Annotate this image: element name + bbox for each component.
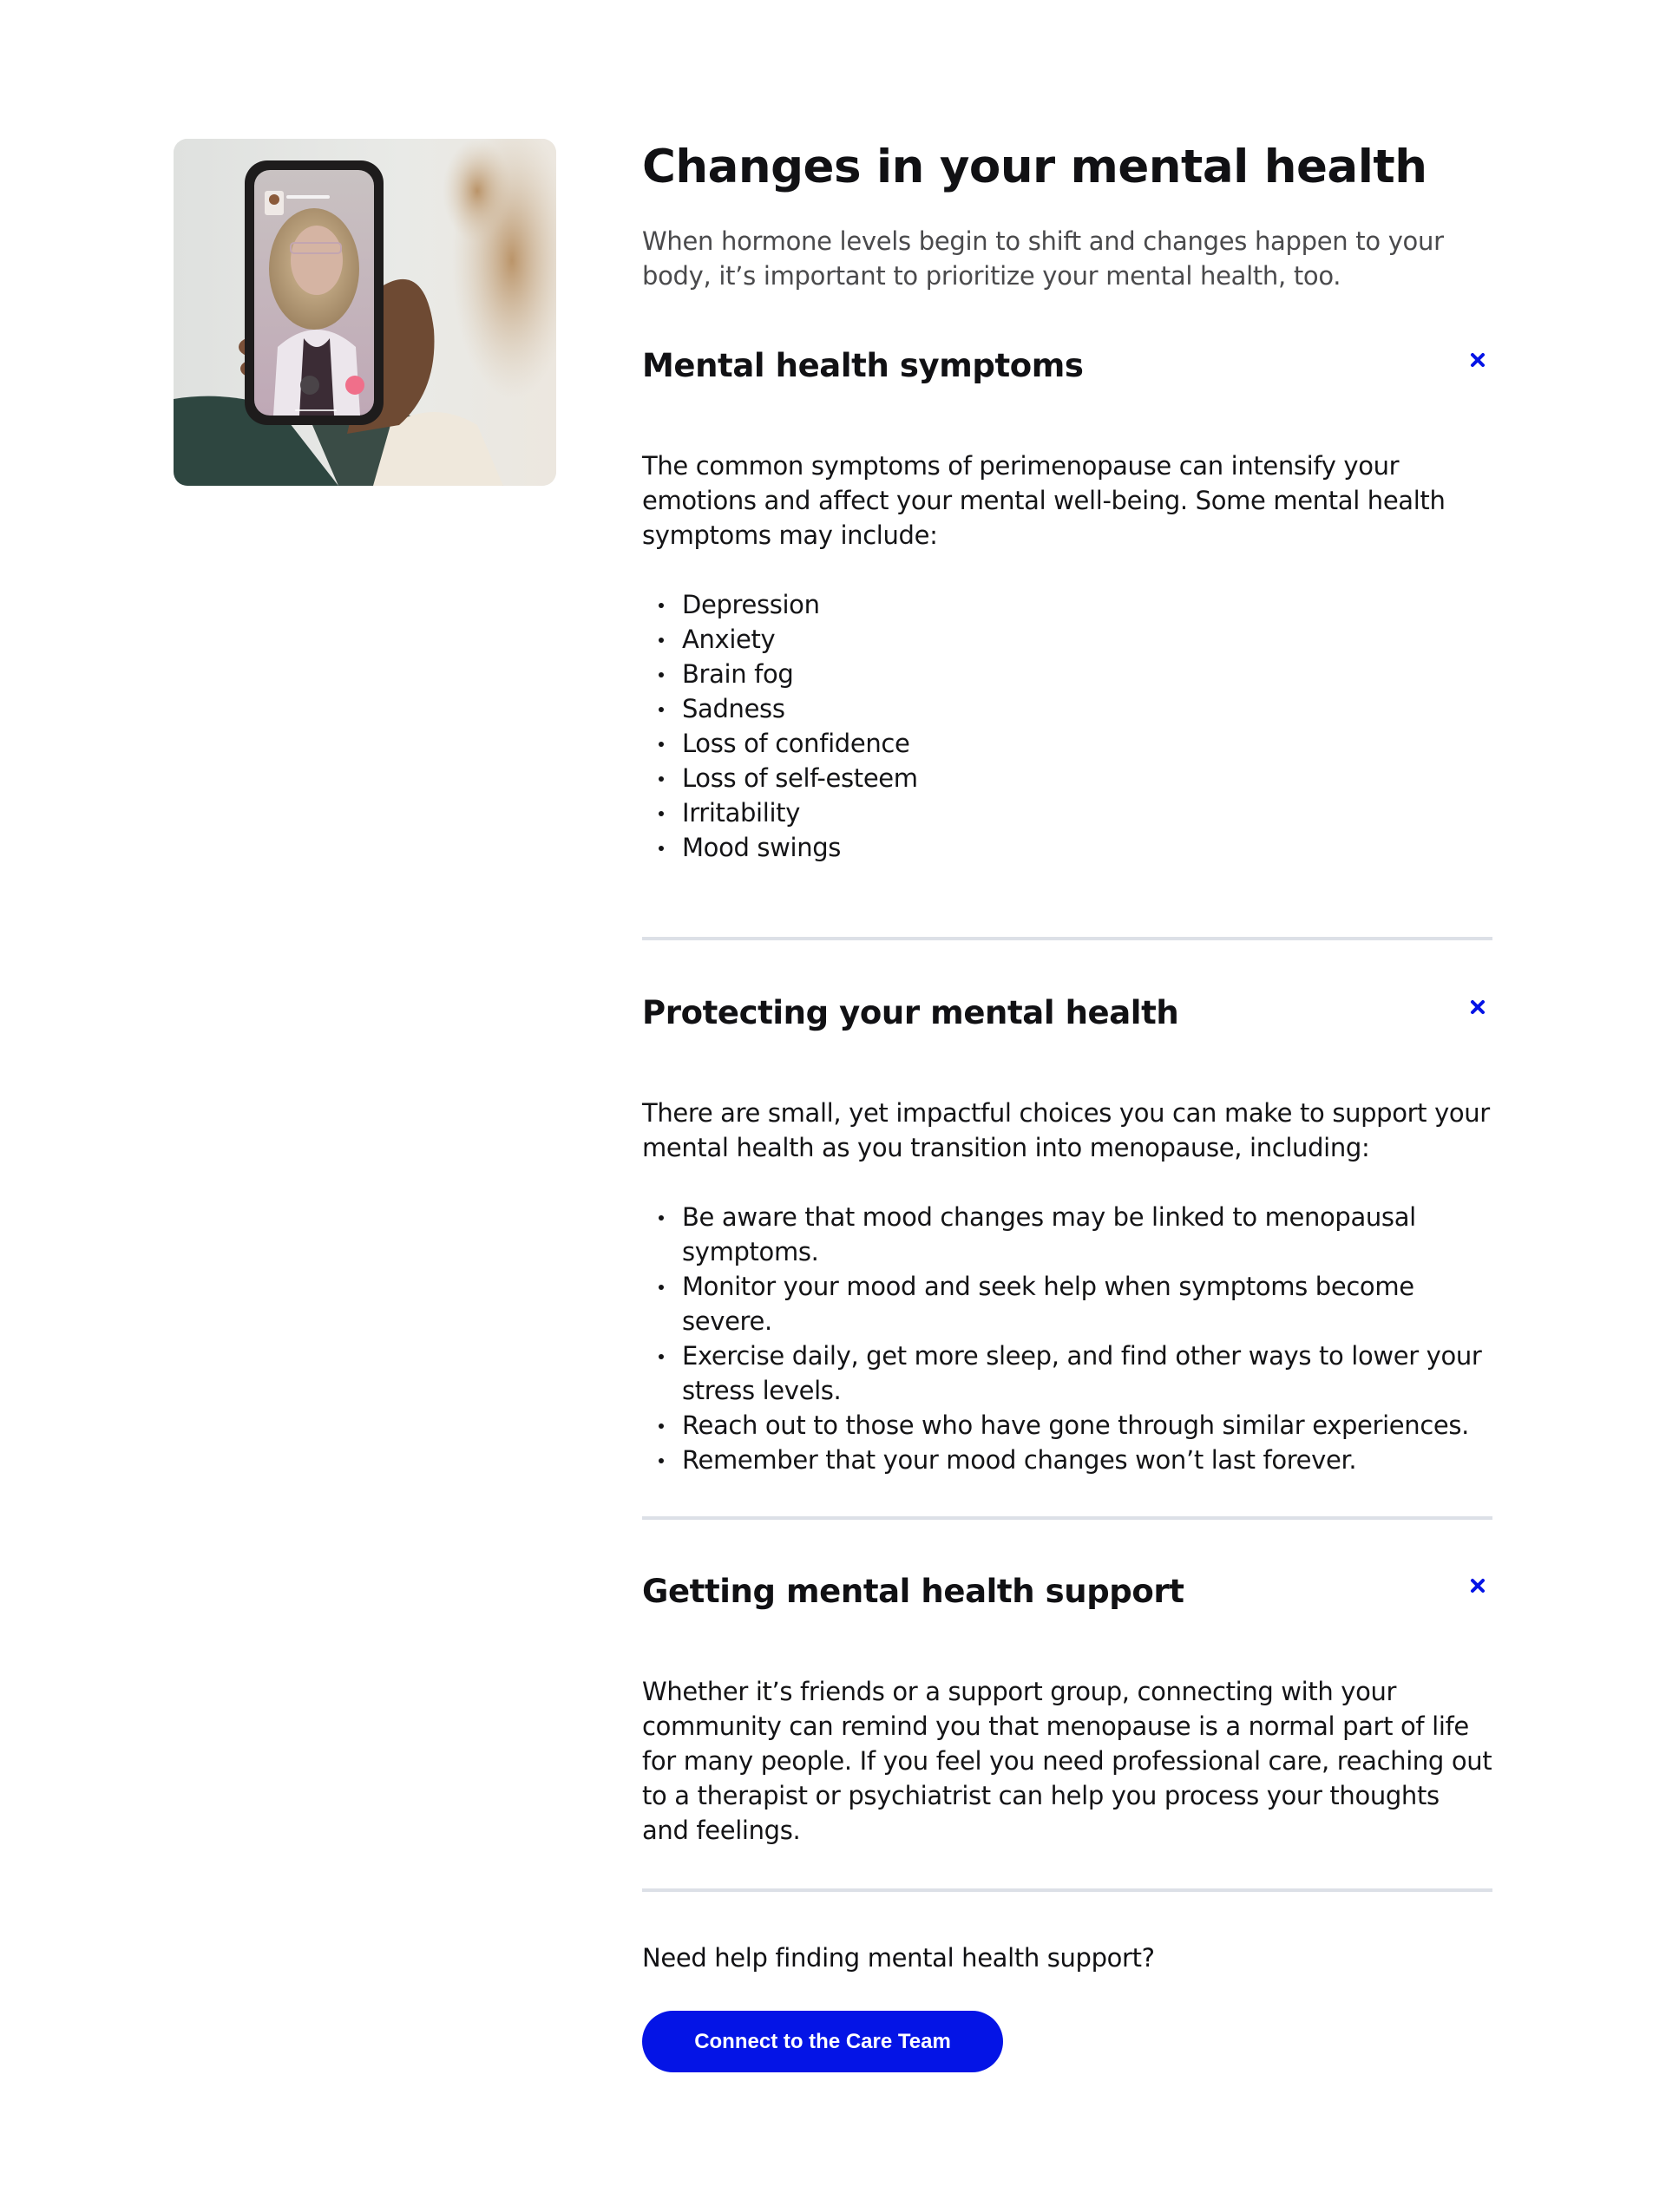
list-item: Remember that your mood changes won’t last forever. — [642, 1443, 1492, 1477]
hero-image — [174, 139, 556, 486]
list-item: Depression — [642, 587, 1492, 622]
accordion-body — [642, 448, 1492, 865]
list-item: Loss of confidence — [642, 726, 1492, 761]
list-item: Anxiety — [642, 622, 1492, 657]
section-title: Protecting your mental health — [642, 994, 1179, 1031]
list-item: Be aware that mood changes may be linked to menopausal symptoms. — [642, 1200, 1492, 1269]
divider — [642, 1888, 1492, 1892]
list-item: Brain fog — [642, 657, 1492, 691]
section-title: Getting mental health support — [642, 1573, 1184, 1610]
page-intro: When hormone levels begin to shift and changes happen to your body, it’s important to prioritize your mental health, too. — [642, 226, 1444, 291]
symptom-list — [642, 587, 1492, 865]
accordion-protecting-mental-health — [642, 987, 1492, 1477]
accordion-header[interactable] — [642, 987, 1492, 1039]
video-call-photo — [174, 139, 556, 486]
list-item: Reach out to those who have gone through similar experiences. — [642, 1408, 1492, 1443]
accordion-body — [642, 1674, 1492, 1848]
accordion-getting-support — [642, 1566, 1492, 1848]
connect-care-team-button[interactable]: Connect to the Care Team — [642, 2011, 1003, 2072]
list-item: Mood swings — [642, 830, 1492, 865]
help-prompt: Need help finding mental health support? — [642, 1943, 1155, 1973]
section-paragraph: The common symptoms of perimenopause can intensify your emotions and affect your mental well-being. Some mental health symptoms may include: — [642, 451, 1446, 550]
divider — [642, 937, 1492, 940]
accordion-mental-health-symptoms — [642, 340, 1492, 865]
accordion-header[interactable] — [642, 340, 1492, 392]
page-title: Changes in your mental health — [642, 141, 1427, 193]
close-icon[interactable] — [1468, 998, 1487, 1017]
section-paragraph: Whether it’s friends or a support group, connecting with your community can remind you that menopause is a normal part of life for many people. If you feel you need professional care, reaching out to a therapist or psychiatrist can help you process your thoughts and feelings. — [642, 1677, 1492, 1845]
tips-list — [642, 1200, 1492, 1477]
close-icon[interactable] — [1468, 1576, 1487, 1595]
list-item: Irritability — [642, 795, 1492, 830]
close-icon[interactable] — [1468, 350, 1487, 370]
accordion-header[interactable] — [642, 1566, 1492, 1618]
section-paragraph: There are small, yet impactful choices you can make to support your mental health as you transition into menopause, including: — [642, 1098, 1490, 1162]
accordion-body — [642, 1096, 1492, 1477]
section-title: Mental health symptoms — [642, 347, 1084, 384]
list-item: Monitor your mood and seek help when symptoms become severe. — [642, 1269, 1492, 1338]
divider — [642, 1516, 1492, 1520]
list-item: Exercise daily, get more sleep, and find other ways to lower your stress levels. — [642, 1338, 1492, 1408]
list-item: Loss of self-esteem — [642, 761, 1492, 795]
list-item: Sadness — [642, 691, 1492, 726]
